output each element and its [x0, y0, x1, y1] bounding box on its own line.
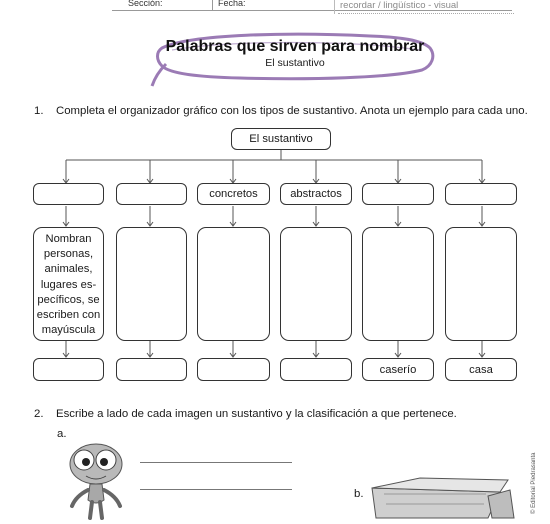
seccion-label: Sección:	[128, 0, 163, 8]
skills-dotted-line	[338, 13, 514, 14]
item-a-label: a.	[57, 428, 67, 440]
description-line: mayúscula	[41, 324, 96, 337]
description-line: lugares es-	[40, 278, 97, 291]
example-box-4[interactable]	[280, 358, 352, 381]
type-box-2[interactable]	[116, 183, 187, 205]
type-box-5[interactable]	[362, 183, 434, 205]
description-line: escriben con	[36, 309, 101, 322]
exercise2-instruction: Escribe a lado de cada imagen un sustantivo y la clasificación a que pertenece.	[56, 408, 457, 420]
description-box-3[interactable]	[197, 227, 270, 341]
example-box-caserio: caserío	[362, 358, 434, 381]
example-box-casa: casa	[445, 358, 517, 381]
type-box-concretos: concretos	[197, 183, 270, 205]
description-box-1	[33, 227, 104, 341]
example-box-2[interactable]	[116, 358, 187, 381]
example-box-1[interactable]	[33, 358, 104, 381]
type-box-abstractos: abstractos	[280, 183, 352, 205]
side-copyright: © Editorial Piedrasanta	[531, 452, 537, 514]
description-line: personas,	[43, 248, 94, 261]
exercise1-number: 1.	[34, 105, 44, 117]
exercise2-number: 2.	[34, 408, 44, 420]
description-box-2[interactable]	[116, 227, 187, 341]
truck-illustration	[368, 474, 518, 524]
page-title: Palabras que sirven para nombrar	[165, 38, 425, 55]
description-line: Nombran	[45, 233, 92, 245]
description-box-6[interactable]	[445, 227, 517, 341]
skills-divider	[334, 0, 335, 14]
description-box-5[interactable]	[362, 227, 434, 341]
item-b-label: b.	[354, 488, 364, 500]
description-box-4[interactable]	[280, 227, 352, 341]
fecha-divider	[212, 0, 213, 10]
answer-line-a-2[interactable]	[140, 489, 292, 490]
description-line: animales,	[44, 263, 93, 276]
skills-text: recordar / lingüístico - visual	[340, 0, 459, 11]
organizer-root-box: El sustantivo	[231, 128, 331, 150]
description-line: pecíficos, se	[37, 293, 100, 306]
answer-line-a-1[interactable]	[140, 462, 292, 463]
type-box-6[interactable]	[445, 183, 517, 205]
alien-illustration	[62, 440, 132, 520]
fecha-label: Fecha:	[218, 0, 246, 8]
example-box-3[interactable]	[197, 358, 270, 381]
page-subtitle: El sustantivo	[265, 57, 325, 69]
type-box-1[interactable]	[33, 183, 104, 205]
exercise1-instruction: Completa el organizador gráfico con los tipos de sustantivo. Anota un ejemplo para cada uno.	[56, 105, 528, 117]
